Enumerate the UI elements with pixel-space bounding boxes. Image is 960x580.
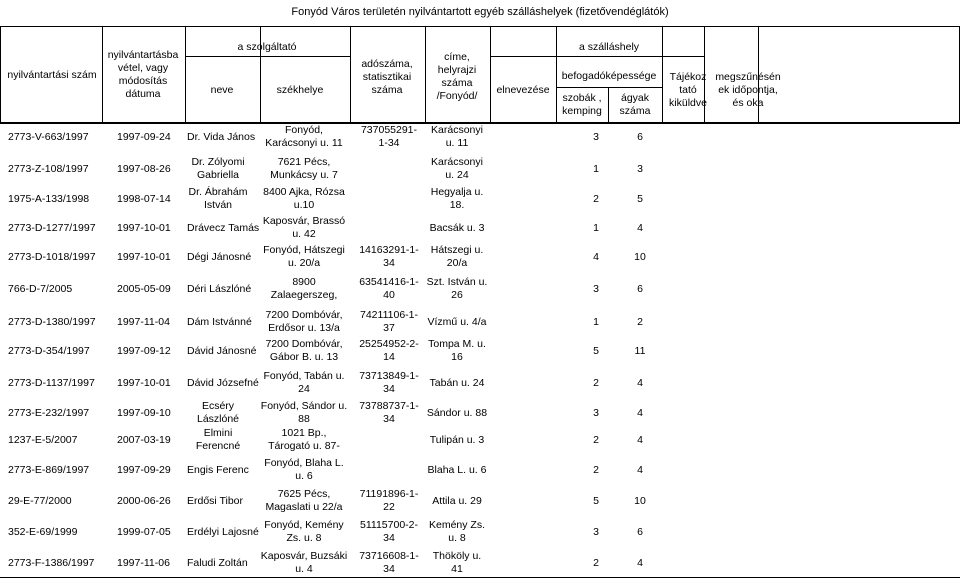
table-top-border xyxy=(0,26,960,27)
row-datum: 1997-11-06 xyxy=(117,556,170,569)
row-cime: Sándor u. 88 xyxy=(426,406,488,419)
row-datum: 1997-09-12 xyxy=(117,344,171,357)
row-szekhelye: Fonyód, Kemény Zs. u. 8 xyxy=(264,519,344,544)
row-datum: 2007-03-19 xyxy=(117,433,171,446)
header-megszunes: megszűnésén ek időpontja, és oka xyxy=(715,70,781,109)
header-elnevezese: elnevezése xyxy=(496,83,550,96)
row-szolgaltato-neve: Dávid Jánosné xyxy=(187,344,257,357)
row-cime: Bacsák u. 3 xyxy=(429,221,485,234)
row-agyak: 5 xyxy=(637,192,643,205)
row-szobak: 3 xyxy=(593,406,599,419)
row-szolgaltato-neve: Drávecz Tamás xyxy=(187,221,260,234)
row-datum: 1997-09-29 xyxy=(117,463,171,476)
row-szekhelye: 8900 Zalaegerszeg, xyxy=(270,276,338,301)
row-szekhelye: 7621 Pécs, Munkácsy u. 7 xyxy=(270,156,338,181)
row-szobak: 2 xyxy=(593,192,599,205)
header-tajekoztato: Tájékoz tató kiküldve xyxy=(669,70,707,109)
row-nyilvantartasi-szam: 29-E-77/2000 xyxy=(8,494,72,507)
row-adoszam: 71191896-1- 22 xyxy=(359,488,419,513)
row-szolgaltato-neve: Engis Ferenc xyxy=(187,463,249,476)
header-szekhelye: székhelye xyxy=(276,83,324,96)
row-nyilvantartasi-szam: 1975-A-133/1998 xyxy=(8,192,90,205)
row-nyilvantartasi-szam: 2773-D-1380/1997 xyxy=(8,315,96,328)
row-adoszam: 14163291-1- 34 xyxy=(359,244,419,269)
header-adoszam: adószáma, statisztikai száma xyxy=(361,57,413,96)
row-cime: Karácsonyi u. 24 xyxy=(431,156,483,181)
row-szekhelye: 7200 Dombóvár, Erdősor u. 13/a xyxy=(265,309,343,334)
row-szobak: 3 xyxy=(593,282,599,295)
row-agyak: 10 xyxy=(634,250,646,263)
row-agyak: 10 xyxy=(634,494,646,507)
row-szekhelye: Fonyód, Sándor u. 88 xyxy=(260,400,348,425)
row-cime: Hátszegi u. 20/a xyxy=(430,244,484,269)
row-szolgaltato-neve: Erdősi Tibor xyxy=(187,494,244,507)
row-cime: Karácsonyi u. 11 xyxy=(431,124,483,149)
row-adoszam: 63541416-1- 40 xyxy=(359,276,419,301)
row-nyilvantartasi-szam: 2773-E-869/1997 xyxy=(8,463,90,476)
row-datum: 1998-07-14 xyxy=(117,192,171,205)
row-nyilvantartasi-szam: 2773-D-1137/1997 xyxy=(8,376,95,389)
row-szolgaltato-neve: Dr. Vida János xyxy=(187,130,256,143)
row-szobak: 2 xyxy=(593,463,599,476)
row-cime: Kemény Zs. u. 8 xyxy=(428,519,486,544)
header-cime: címe, helyrajzi száma /Fonyód/ xyxy=(436,51,478,102)
row-szolgaltato-neve: Dr. Ábrahám István xyxy=(188,186,248,211)
row-adoszam: 74211106-1- 37 xyxy=(360,309,418,334)
row-datum: 2005-05-09 xyxy=(117,282,171,295)
header-agyak: ágyak száma xyxy=(619,92,651,117)
row-agyak: 6 xyxy=(637,282,643,295)
row-szekhelye: Fonyód, Karácsonyi u. 11 xyxy=(265,124,343,149)
row-szobak: 2 xyxy=(593,556,599,569)
header-befogadokepesseg: befogadóképessége xyxy=(561,69,657,82)
row-cime: Thököly u. 41 xyxy=(432,550,482,575)
row-agyak: 4 xyxy=(637,433,643,446)
row-cime: Tompa M. u. 16 xyxy=(428,338,486,363)
row-szobak: 2 xyxy=(593,376,599,389)
header-szolgaltato: a szolgáltató xyxy=(237,40,297,53)
row-szobak: 5 xyxy=(593,494,599,507)
row-agyak: 6 xyxy=(637,525,643,538)
row-szolgaltato-neve: Déri Lászlóné xyxy=(187,282,252,295)
row-cime: Vízmű u. 4/a xyxy=(427,315,487,328)
table-bottom-border xyxy=(0,577,960,578)
row-datum: 1999-07-05 xyxy=(117,525,171,538)
row-szekhelye: 8400 Ajka, Rózsa u.10 xyxy=(263,186,345,211)
row-nyilvantartasi-szam: 1237-E-5/2007 xyxy=(8,433,78,446)
row-nyilvantartasi-szam: 2773-E-232/1997 xyxy=(8,406,90,419)
row-nyilvantartasi-szam: 766-D-7/2005 xyxy=(8,282,73,295)
row-szobak: 4 xyxy=(593,250,599,263)
row-cime: Hegyalja u. 18. xyxy=(430,186,484,211)
row-szekhelye: Fonyód, Hátszegi u. 20/a xyxy=(263,244,345,269)
row-nyilvantartasi-szam: 2773-F-1386/1997 xyxy=(8,556,95,569)
document-title: Fonyód Város területén nyilvántartott egyéb szálláshelyek (fizetővendéglátók) xyxy=(291,6,669,18)
header-nyilvantartasi-szam: nyilvántartási szám xyxy=(7,68,97,81)
row-nyilvantartasi-szam: 2773-Z-108/1997 xyxy=(8,162,89,175)
row-cime: Tulipán u. 3 xyxy=(429,433,485,446)
row-nyilvantartasi-szam: 2773-D-354/1997 xyxy=(8,344,90,357)
header-nyilvantartasba-datum: nyilvántartásba vétel, vagy módosítás dátuma xyxy=(107,49,179,100)
row-datum: 1997-10-01 xyxy=(117,221,171,234)
row-szolgaltato-neve: Dám Istvánné xyxy=(187,315,252,328)
row-datum: 2000-06-26 xyxy=(117,494,171,507)
row-agyak: 4 xyxy=(637,221,643,234)
row-szolgaltato-neve: Dégi Jánosné xyxy=(187,250,252,263)
row-agyak: 3 xyxy=(637,162,643,175)
row-szobak: 2 xyxy=(593,433,599,446)
row-szekhelye: 7200 Dombóvár, Gábor B. u. 13 xyxy=(265,338,343,363)
row-szekhelye: 1021 Bp., Tárogató u. 87- xyxy=(268,427,340,452)
row-nyilvantartasi-szam: 2773-D-1018/1997 xyxy=(8,250,96,263)
row-szobak: 1 xyxy=(593,162,599,175)
row-datum: 1997-09-24 xyxy=(117,130,171,143)
row-szekhelye: Kaposvár, Brassó u. 42 xyxy=(262,215,346,240)
row-nyilvantartasi-szam: 352-E-69/1999 xyxy=(8,525,78,538)
row-szolgaltato-neve: Ecséry Lászlóné xyxy=(196,400,240,425)
row-szobak: 3 xyxy=(593,525,599,538)
row-nyilvantartasi-szam: 2773-D-1277/1997 xyxy=(8,221,96,234)
row-nyilvantartasi-szam: 2773-V-663/1997 xyxy=(8,130,89,143)
row-cime: Szt. István u. 26 xyxy=(426,276,488,301)
row-cime: Attila u. 29 xyxy=(432,494,482,507)
row-datum: 1997-10-01 xyxy=(117,250,171,263)
row-szobak: 3 xyxy=(593,130,599,143)
row-szekhelye: 7625 Pécs, Magaslati u 22/a xyxy=(265,488,343,513)
row-agyak: 4 xyxy=(637,463,643,476)
row-szobak: 1 xyxy=(593,315,599,328)
row-szolgaltato-neve: Faludi Zoltán xyxy=(187,556,248,569)
row-szekhelye: Fonyód, Blaha L. u. 6 xyxy=(264,457,344,482)
row-szolgaltato-neve: Dr. Zólyomi Gabriella xyxy=(191,156,245,181)
header-neve: neve xyxy=(210,83,234,96)
row-szobak: 1 xyxy=(593,221,599,234)
row-cime: Tabán u. 24 xyxy=(429,376,485,389)
row-agyak: 4 xyxy=(637,556,643,569)
row-adoszam: 73713849-1- 34 xyxy=(359,370,419,395)
row-adoszam: 51115700-2- 34 xyxy=(360,519,418,544)
row-adoszam: 737055291- 1-34 xyxy=(360,124,418,149)
row-datum: 1997-09-10 xyxy=(117,406,171,419)
row-agyak: 2 xyxy=(637,315,643,328)
row-agyak: 4 xyxy=(637,406,643,419)
row-adoszam: 73788737-1- 34 xyxy=(359,400,419,425)
row-agyak: 11 xyxy=(634,344,646,357)
row-cime: Blaha L. u. 6 xyxy=(427,463,487,476)
row-szolgaltato-neve: Elmini Ferencné xyxy=(195,427,241,452)
row-datum: 1997-11-04 xyxy=(117,315,170,328)
row-szobak: 5 xyxy=(593,344,599,357)
row-adoszam: 73716608-1- 34 xyxy=(359,550,419,575)
row-szekhelye: Kaposvár, Buzsáki u. 4 xyxy=(260,550,348,575)
row-agyak: 4 xyxy=(637,376,643,389)
row-szolgaltato-neve: Erdélyi Lajosné xyxy=(187,525,259,538)
row-szolgaltato-neve: Dávid Józsefné xyxy=(187,376,259,389)
header-szobak: szobák , kemping xyxy=(562,92,602,117)
row-agyak: 6 xyxy=(637,130,643,143)
header-szallashely: a szálláshely xyxy=(578,40,640,53)
row-adoszam: 25254952-2- 14 xyxy=(359,338,419,363)
row-szekhelye: Fonyód, Tabán u. 24 xyxy=(263,370,345,395)
row-datum: 1997-08-26 xyxy=(117,162,171,175)
row-datum: 1997-10-01 xyxy=(117,376,171,389)
